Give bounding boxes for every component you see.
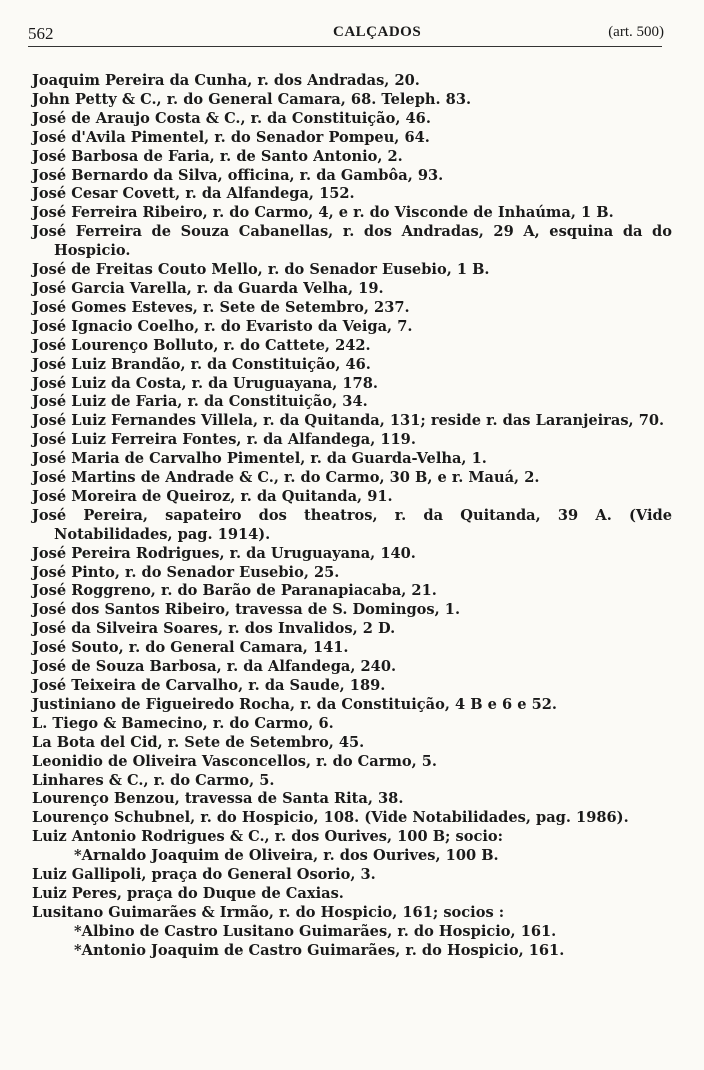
directory-list — [32, 72, 672, 961]
list-item: José Maria de Carvalho Pimentel, r. da Guarda-Velha, 1. — [32, 450, 487, 468]
list-item: Luiz Gallipoli, praça do General Osorio, 3. — [32, 866, 376, 884]
list-item: José Barbosa de Faria, r. de Santo Antonio, 2. — [32, 147, 403, 165]
list-item: José Ferreira de Souza Cabanellas, r. dos Andradas, 29 A, esquina da do Hospicio. — [32, 223, 672, 260]
section-reference: (art. 500) — [608, 24, 664, 40]
list-item: Justiniano de Figueiredo Rocha, r. da Constituição, 4 B e 6 e 52. — [32, 695, 557, 713]
list-item: José Luiz Ferreira Fontes, r. da Alfandega, 119. — [32, 431, 416, 449]
list-item: José de Souza Barbosa, r. da Alfandega, 240. — [32, 658, 397, 676]
page-header — [28, 24, 664, 46]
list-item: Luiz Antonio Rodrigues & C., r. dos Ourives, 100 B; socio: — [32, 828, 504, 846]
list-item: Leonidio de Oliveira Vasconcellos, r. do Carmo, 5. — [32, 752, 438, 770]
list-item: José Souto, r. do General Camara, 141. — [32, 639, 349, 657]
header-rule — [28, 46, 662, 47]
running-title: CALÇADOS — [333, 24, 422, 40]
list-item: José Luiz Fernandes Villela, r. da Quitanda, 131; reside r. das Laranjeiras, 70. — [32, 412, 665, 430]
list-item: José de Freitas Couto Mello, r. do Senador Eusebio, 1 B. — [32, 261, 490, 279]
list-item: *Antonio Joaquim de Castro Guimarães, r. do Hospicio, 161. — [74, 941, 565, 959]
list-item: José Ferreira Ribeiro, r. do Carmo, 4, e r. do Visconde de Inhaúma, 1 B. — [32, 204, 614, 222]
list-item: José d'Avila Pimentel, r. do Senador Pompeu, 64. — [32, 128, 430, 146]
list-item: José Ignacio Coelho, r. do Evaristo da Veiga, 7. — [32, 317, 413, 335]
list-item: Lourenço Schubnel, r. do Hospicio, 108. (Vide Notabilidades, pag. 1986). — [32, 809, 629, 827]
list-item: José Pinto, r. do Senador Eusebio, 25. — [32, 563, 340, 581]
list-item: José Luiz de Faria, r. da Constituição, 34. — [32, 393, 368, 411]
list-item: José Pereira Rodrigues, r. da Uruguayana, 140. — [32, 544, 416, 562]
list-item: Joaquim Pereira da Cunha, r. dos Andradas, 20. — [32, 72, 420, 89]
list-item: Luiz Peres, praça do Duque de Caxias. — [32, 884, 344, 902]
list-item: José Teixeira de Carvalho, r. da Saude, 189. — [32, 677, 386, 694]
list-item: Lourenço Benzou, travessa de Santa Rita, 38. — [32, 790, 404, 808]
list-item: José Roggreno, r. do Barão de Paranapiacaba, 21. — [32, 582, 437, 600]
page-number: 562 — [28, 24, 54, 43]
list-item: La Bota del Cid, r. Sete de Setembro, 45. — [32, 733, 365, 751]
list-item: José Gomes Esteves, r. Sete de Setembro, 237. — [32, 298, 410, 316]
list-item: José Cesar Covett, r. da Alfandega, 152. — [32, 185, 355, 203]
list-item: John Petty & C., r. do General Camara, 68. Teleph. 83. — [32, 90, 472, 108]
list-item: José Luiz Brandão, r. da Constituição, 46. — [32, 355, 371, 373]
list-item: José Lourenço Bolluto, r. do Cattete, 242. — [32, 336, 371, 354]
list-item: José Martins de Andrade & C., r. do Carmo, 30 B, e r. Mauá, 2. — [32, 469, 540, 487]
list-item: *Albino de Castro Lusitano Guimarães, r. do Hospicio, 161. — [74, 922, 557, 940]
list-item: *Arnaldo Joaquim de Oliveira, r. dos Ourives, 100 B. — [74, 847, 499, 865]
list-item: José de Araujo Costa & C., r. da Constituição, 46. — [32, 109, 431, 127]
list-item: José Pereira, sapateiro dos theatros, r. da Quitanda, 39 A. (Vide Notabilidades, pag. 1914). — [32, 506, 672, 543]
list-item: Lusitano Guimarães & Irmão, r. do Hospicio, 161; socios : — [32, 903, 505, 921]
list-item: Linhares & C., r. do Carmo, 5. — [32, 771, 275, 789]
list-item: José Moreira de Queiroz, r. da Quitanda, 91. — [32, 487, 393, 505]
list-item: José Bernardo da Silva, officina, r. da Gambôa, 93. — [32, 166, 444, 184]
list-item: José Garcia Varella, r. da Guarda Velha, 19. — [32, 279, 384, 297]
list-item: José da Silveira Soares, r. dos Invalidos, 2 D. — [32, 620, 396, 638]
list-item: L. Tiego & Bamecino, r. do Carmo, 6. — [32, 714, 334, 732]
list-item: José Luiz da Costa, r. da Uruguayana, 178. — [32, 374, 378, 392]
list-item: José dos Santos Ribeiro, travessa de S. Domingos, 1. — [32, 601, 461, 619]
